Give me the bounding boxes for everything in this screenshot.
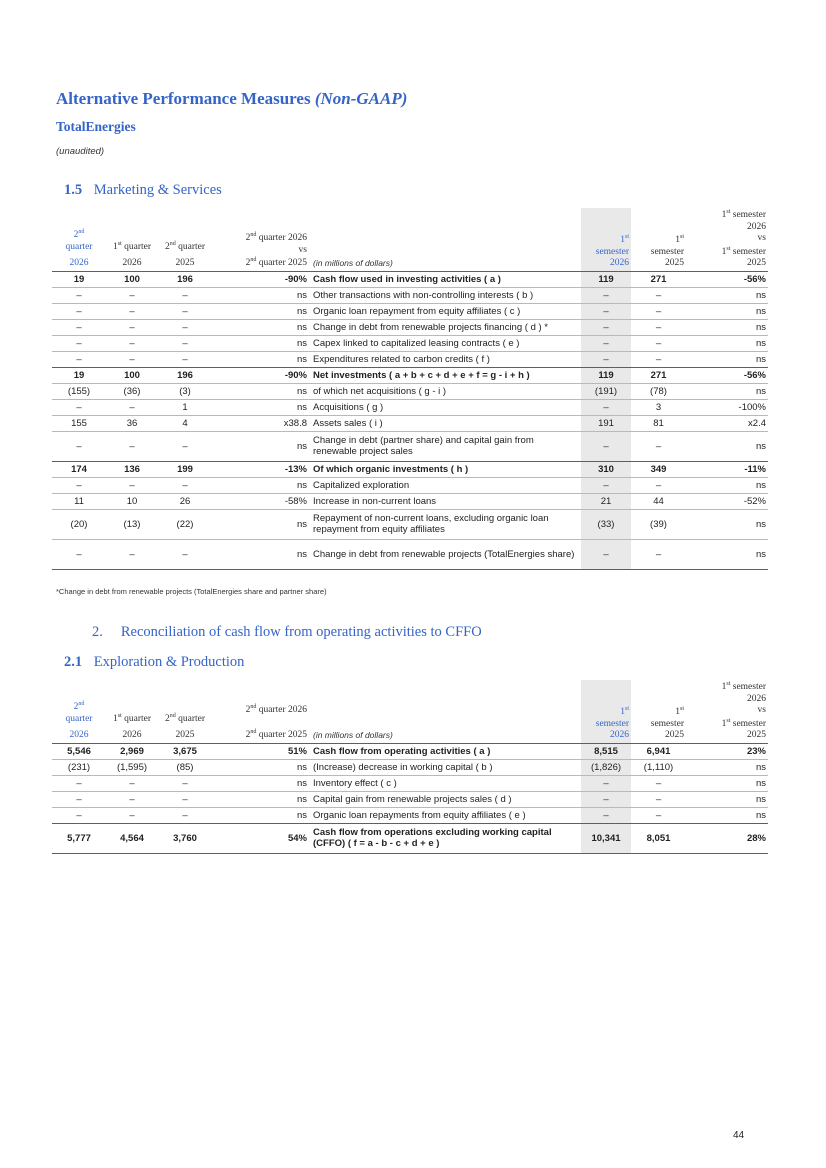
- cell-q2-25: 3,760: [158, 823, 212, 853]
- col-header-q1-2026: 1st quarter 2026: [112, 240, 152, 268]
- cell-q2-25: –: [158, 431, 212, 461]
- document-title: [56, 89, 407, 109]
- cell-q1-26: –: [106, 431, 158, 461]
- cell-q1-26: –: [106, 791, 158, 807]
- col-header-q2-2026: 2nd quarter 2026: [65, 229, 93, 268]
- cell-s1-25: –: [631, 807, 686, 823]
- cell-q1-26: –: [106, 775, 158, 791]
- cell-q2-25: –: [158, 351, 212, 367]
- cell-svar: ns: [686, 351, 768, 367]
- cell-var: ns: [212, 287, 309, 303]
- section-number: 2.1: [64, 654, 83, 670]
- row-label: Net investments ( a + b + c + d + e + f = g - i + h ): [309, 367, 581, 383]
- table-row: [52, 319, 768, 335]
- cell-q1-26: (1,595): [106, 759, 158, 775]
- section-number: 2.: [92, 624, 103, 640]
- cell-var: -13%: [212, 461, 309, 477]
- cell-q2-25: –: [158, 791, 212, 807]
- table-row: [52, 335, 768, 351]
- cell-q2-26: –: [52, 791, 106, 807]
- table-header-row: [52, 208, 768, 271]
- cell-svar: -52%: [686, 493, 768, 509]
- cell-q1-26: –: [106, 539, 158, 569]
- row-label: Change in debt from renewable projects (TotalEnergies share): [309, 539, 581, 569]
- cell-q1-26: 4,564: [106, 823, 158, 853]
- cell-q2-26: –: [52, 807, 106, 823]
- cell-s1-25: 81: [631, 415, 686, 431]
- footnote: *Change in debt from renewable projects (TotalEnergies share and partner share): [56, 587, 327, 596]
- cell-svar: ns: [686, 477, 768, 493]
- cell-q2-25: 199: [158, 461, 212, 477]
- col-header-s1-2025: 1st semester 2025: [650, 234, 684, 268]
- cell-q2-25: (3): [158, 383, 212, 399]
- table-row: [52, 807, 768, 823]
- cell-q1-26: –: [106, 303, 158, 319]
- cell-q2-25: 196: [158, 367, 212, 383]
- cell-var: 54%: [212, 823, 309, 853]
- cell-svar: ns: [686, 431, 768, 461]
- col-header-s1-2026: 1st semester 2026: [581, 680, 631, 743]
- row-label: Capital gain from renewable projects sales ( d ): [309, 791, 581, 807]
- table-row: [52, 823, 768, 853]
- cell-q2-26: –: [52, 477, 106, 493]
- table-row: [52, 743, 768, 759]
- cell-q2-25: –: [158, 539, 212, 569]
- page-number: 44: [733, 1130, 745, 1141]
- cell-s1-25: –: [631, 303, 686, 319]
- cell-q2-25: –: [158, 319, 212, 335]
- row-label: Change in debt from renewable projects financing ( d ) *: [309, 319, 581, 335]
- cell-svar: ns: [686, 335, 768, 351]
- cell-svar: ns: [686, 775, 768, 791]
- row-label: Cash flow used in investing activities ( a ): [309, 271, 581, 287]
- title-main: Alternative Performance Measures: [56, 89, 315, 108]
- cell-s1-25: 271: [631, 271, 686, 287]
- cell-s1-26: 21: [581, 493, 631, 509]
- col-header-s1-2026: 1st semester 2026: [581, 208, 631, 271]
- cell-q1-26: –: [106, 351, 158, 367]
- table-row: [52, 431, 768, 461]
- cell-var: ns: [212, 383, 309, 399]
- cell-var: ns: [212, 477, 309, 493]
- col-header-s1-2025: 1st semester 2025: [650, 706, 684, 740]
- exploration-production-table: [52, 680, 768, 854]
- units-label: (in millions of dollars): [313, 730, 393, 740]
- cell-svar: x2.4: [686, 415, 768, 431]
- cell-s1-25: –: [631, 431, 686, 461]
- cell-s1-25: (39): [631, 509, 686, 539]
- row-label: Inventory effect ( c ): [309, 775, 581, 791]
- cell-s1-26: –: [581, 399, 631, 415]
- cell-svar: ns: [686, 287, 768, 303]
- cell-var: ns: [212, 791, 309, 807]
- cell-s1-26: –: [581, 351, 631, 367]
- cell-svar: ns: [686, 319, 768, 335]
- cell-s1-26: (33): [581, 509, 631, 539]
- cell-q2-26: 155: [52, 415, 106, 431]
- row-label: of which net acquisitions ( g - i ): [309, 383, 581, 399]
- cell-svar: -100%: [686, 399, 768, 415]
- cell-q1-26: –: [106, 319, 158, 335]
- cell-q1-26: (36): [106, 383, 158, 399]
- cell-q2-25: –: [158, 287, 212, 303]
- cell-svar: -56%: [686, 367, 768, 383]
- cell-s1-26: –: [581, 287, 631, 303]
- row-label: Cash flow from operating activities ( a ): [309, 743, 581, 759]
- section-title: Exploration & Production: [93, 654, 245, 670]
- section-title: Reconciliation of cash flow from operating activities to CFFO: [120, 624, 482, 640]
- cell-s1-25: 349: [631, 461, 686, 477]
- col-header-q2-2025: 2nd quarter 2025: [164, 712, 206, 740]
- table-row: [52, 399, 768, 415]
- cell-s1-26: 191: [581, 415, 631, 431]
- row-label: Acquisitions ( g ): [309, 399, 581, 415]
- table-row: [52, 477, 768, 493]
- table-row: [52, 383, 768, 399]
- row-label: Cash flow from operations excluding working capital (CFFO) ( f = a - b - c + d + e ): [309, 823, 581, 853]
- cell-s1-25: (78): [631, 383, 686, 399]
- cell-var: ns: [212, 431, 309, 461]
- cell-q2-25: –: [158, 303, 212, 319]
- row-label: Repayment of non-current loans, excluding organic loan repayment from equity affiliates: [309, 509, 581, 539]
- cell-q2-26: –: [52, 399, 106, 415]
- cell-q1-26: 2,969: [106, 743, 158, 759]
- cell-var: -90%: [212, 367, 309, 383]
- cell-var: ns: [212, 759, 309, 775]
- col-header-quarter-variation: 2nd quarter 2026 2nd quarter 2025: [245, 704, 307, 740]
- cell-q2-26: –: [52, 287, 106, 303]
- cell-q1-26: 10: [106, 493, 158, 509]
- table-row: [52, 303, 768, 319]
- row-label: Of which organic investments ( h ): [309, 461, 581, 477]
- cell-q2-25: –: [158, 335, 212, 351]
- cell-q2-26: (20): [52, 509, 106, 539]
- cell-q2-26: 5,777: [52, 823, 106, 853]
- section-1-5-heading: [64, 182, 222, 199]
- col-header-semester-variation: 1st semester 2026 vs 1st semester 2025: [721, 681, 766, 740]
- row-label: Organic loan repayment from equity affiliates ( c ): [309, 303, 581, 319]
- cell-s1-26: 119: [581, 271, 631, 287]
- table-row: [52, 759, 768, 775]
- row-label: Other transactions with non-controlling interests ( b ): [309, 287, 581, 303]
- table-row: [52, 415, 768, 431]
- cell-q2-26: (155): [52, 383, 106, 399]
- table-row: [52, 791, 768, 807]
- cell-q2-26: (231): [52, 759, 106, 775]
- row-label: Assets sales ( i ): [309, 415, 581, 431]
- cell-var: x38.8: [212, 415, 309, 431]
- cell-q2-25: 1: [158, 399, 212, 415]
- marketing-services-table: [52, 208, 768, 570]
- cell-var: ns: [212, 539, 309, 569]
- cell-var: ns: [212, 319, 309, 335]
- company-name: TotalEnergies: [56, 119, 136, 134]
- row-label: (Increase) decrease in working capital ( b ): [309, 759, 581, 775]
- cell-q2-25: –: [158, 775, 212, 791]
- cell-s1-26: –: [581, 807, 631, 823]
- cell-q2-26: –: [52, 431, 106, 461]
- section-2-heading: [92, 624, 482, 641]
- cell-svar: ns: [686, 509, 768, 539]
- cell-q2-26: –: [52, 319, 106, 335]
- cell-var: -58%: [212, 493, 309, 509]
- cell-var: ns: [212, 303, 309, 319]
- table-row: [52, 539, 768, 569]
- cell-svar: ns: [686, 303, 768, 319]
- cell-q1-26: 36: [106, 415, 158, 431]
- section-2-1-heading: [64, 654, 244, 671]
- cell-q2-26: 174: [52, 461, 106, 477]
- cell-q2-26: –: [52, 303, 106, 319]
- cell-q1-26: 100: [106, 367, 158, 383]
- row-label: Capex linked to capitalized leasing contracts ( e ): [309, 335, 581, 351]
- section-title: Marketing & Services: [93, 182, 222, 198]
- cell-var: 51%: [212, 743, 309, 759]
- cell-s1-25: –: [631, 319, 686, 335]
- cell-q2-25: –: [158, 807, 212, 823]
- cell-s1-26: 310: [581, 461, 631, 477]
- cell-svar: ns: [686, 383, 768, 399]
- cell-q2-25: 3,675: [158, 743, 212, 759]
- cell-q2-26: –: [52, 351, 106, 367]
- cell-s1-25: –: [631, 335, 686, 351]
- cell-q2-26: –: [52, 539, 106, 569]
- cell-s1-26: (191): [581, 383, 631, 399]
- cell-var: ns: [212, 335, 309, 351]
- col-header-q2-2025: 2nd quarter 2025: [164, 240, 206, 268]
- cell-var: ns: [212, 509, 309, 539]
- cell-q1-26: –: [106, 287, 158, 303]
- cell-svar: 28%: [686, 823, 768, 853]
- row-label: Increase in non-current loans: [309, 493, 581, 509]
- cell-svar: -11%: [686, 461, 768, 477]
- cell-svar: 23%: [686, 743, 768, 759]
- cell-s1-25: –: [631, 539, 686, 569]
- cell-var: ns: [212, 399, 309, 415]
- table-header-row: [52, 680, 768, 743]
- col-header-quarter-variation: 2nd quarter 2026 vs 2nd quarter 2025: [245, 232, 307, 268]
- table-row: [52, 351, 768, 367]
- table-row: [52, 461, 768, 477]
- cell-s1-26: –: [581, 775, 631, 791]
- cell-s1-25: 6,941: [631, 743, 686, 759]
- row-label: Capitalized exploration: [309, 477, 581, 493]
- cell-q2-26: 11: [52, 493, 106, 509]
- cell-s1-25: –: [631, 775, 686, 791]
- cell-s1-25: –: [631, 287, 686, 303]
- cell-q2-25: 196: [158, 271, 212, 287]
- cell-s1-26: –: [581, 539, 631, 569]
- cell-q1-26: (13): [106, 509, 158, 539]
- table-row: [52, 271, 768, 287]
- cell-s1-26: –: [581, 319, 631, 335]
- cell-q1-26: 100: [106, 271, 158, 287]
- unaudited-note: (unaudited): [56, 146, 105, 157]
- cell-q1-26: –: [106, 477, 158, 493]
- cell-s1-25: –: [631, 791, 686, 807]
- cell-s1-25: –: [631, 477, 686, 493]
- cell-s1-26: –: [581, 335, 631, 351]
- cell-s1-26: 119: [581, 367, 631, 383]
- row-label: Expenditures related to carbon credits ( f ): [309, 351, 581, 367]
- cell-q1-26: –: [106, 335, 158, 351]
- table-row: [52, 775, 768, 791]
- table-row: [52, 509, 768, 539]
- cell-s1-26: –: [581, 303, 631, 319]
- cell-s1-25: –: [631, 351, 686, 367]
- cell-q2-26: –: [52, 335, 106, 351]
- cell-s1-26: –: [581, 791, 631, 807]
- table-row: [52, 287, 768, 303]
- cell-s1-25: 8,051: [631, 823, 686, 853]
- cell-q1-26: –: [106, 807, 158, 823]
- cell-s1-25: (1,110): [631, 759, 686, 775]
- cell-s1-26: –: [581, 477, 631, 493]
- cell-s1-25: 271: [631, 367, 686, 383]
- cell-q2-25: (85): [158, 759, 212, 775]
- title-italic: (Non-GAAP): [314, 89, 408, 108]
- cell-s1-25: 3: [631, 399, 686, 415]
- cell-q2-25: (22): [158, 509, 212, 539]
- col-header-semester-variation: 1st semester 2026 vs 1st semester 2025: [721, 209, 766, 268]
- cell-s1-25: 44: [631, 493, 686, 509]
- cell-s1-26: 10,341: [581, 823, 631, 853]
- cell-q2-26: 19: [52, 271, 106, 287]
- units-label: (in millions of dollars): [313, 258, 393, 268]
- cell-q2-25: 26: [158, 493, 212, 509]
- row-label: Change in debt (partner share) and capital gain from renewable project sales: [309, 431, 581, 461]
- table-row: [52, 493, 768, 509]
- cell-s1-26: 8,515: [581, 743, 631, 759]
- cell-var: -90%: [212, 271, 309, 287]
- cell-s1-26: (1,826): [581, 759, 631, 775]
- cell-var: ns: [212, 351, 309, 367]
- cell-q1-26: 136: [106, 461, 158, 477]
- cell-q1-26: –: [106, 399, 158, 415]
- cell-q2-25: 4: [158, 415, 212, 431]
- cell-var: ns: [212, 807, 309, 823]
- row-label: Organic loan repayments from equity affiliates ( e ): [309, 807, 581, 823]
- cell-svar: ns: [686, 759, 768, 775]
- cell-s1-26: –: [581, 431, 631, 461]
- cell-var: ns: [212, 775, 309, 791]
- section-number: 1.5: [64, 182, 83, 198]
- cell-q2-25: –: [158, 477, 212, 493]
- cell-q2-26: 19: [52, 367, 106, 383]
- table-row: [52, 367, 768, 383]
- cell-q2-26: 5,546: [52, 743, 106, 759]
- col-header-q2-2026: 2nd quarter 2026: [65, 701, 93, 740]
- cell-svar: ns: [686, 539, 768, 569]
- cell-svar: ns: [686, 791, 768, 807]
- cell-svar: -56%: [686, 271, 768, 287]
- cell-svar: ns: [686, 807, 768, 823]
- cell-q2-26: –: [52, 775, 106, 791]
- col-header-q1-2026: 1st quarter 2026: [112, 712, 152, 740]
